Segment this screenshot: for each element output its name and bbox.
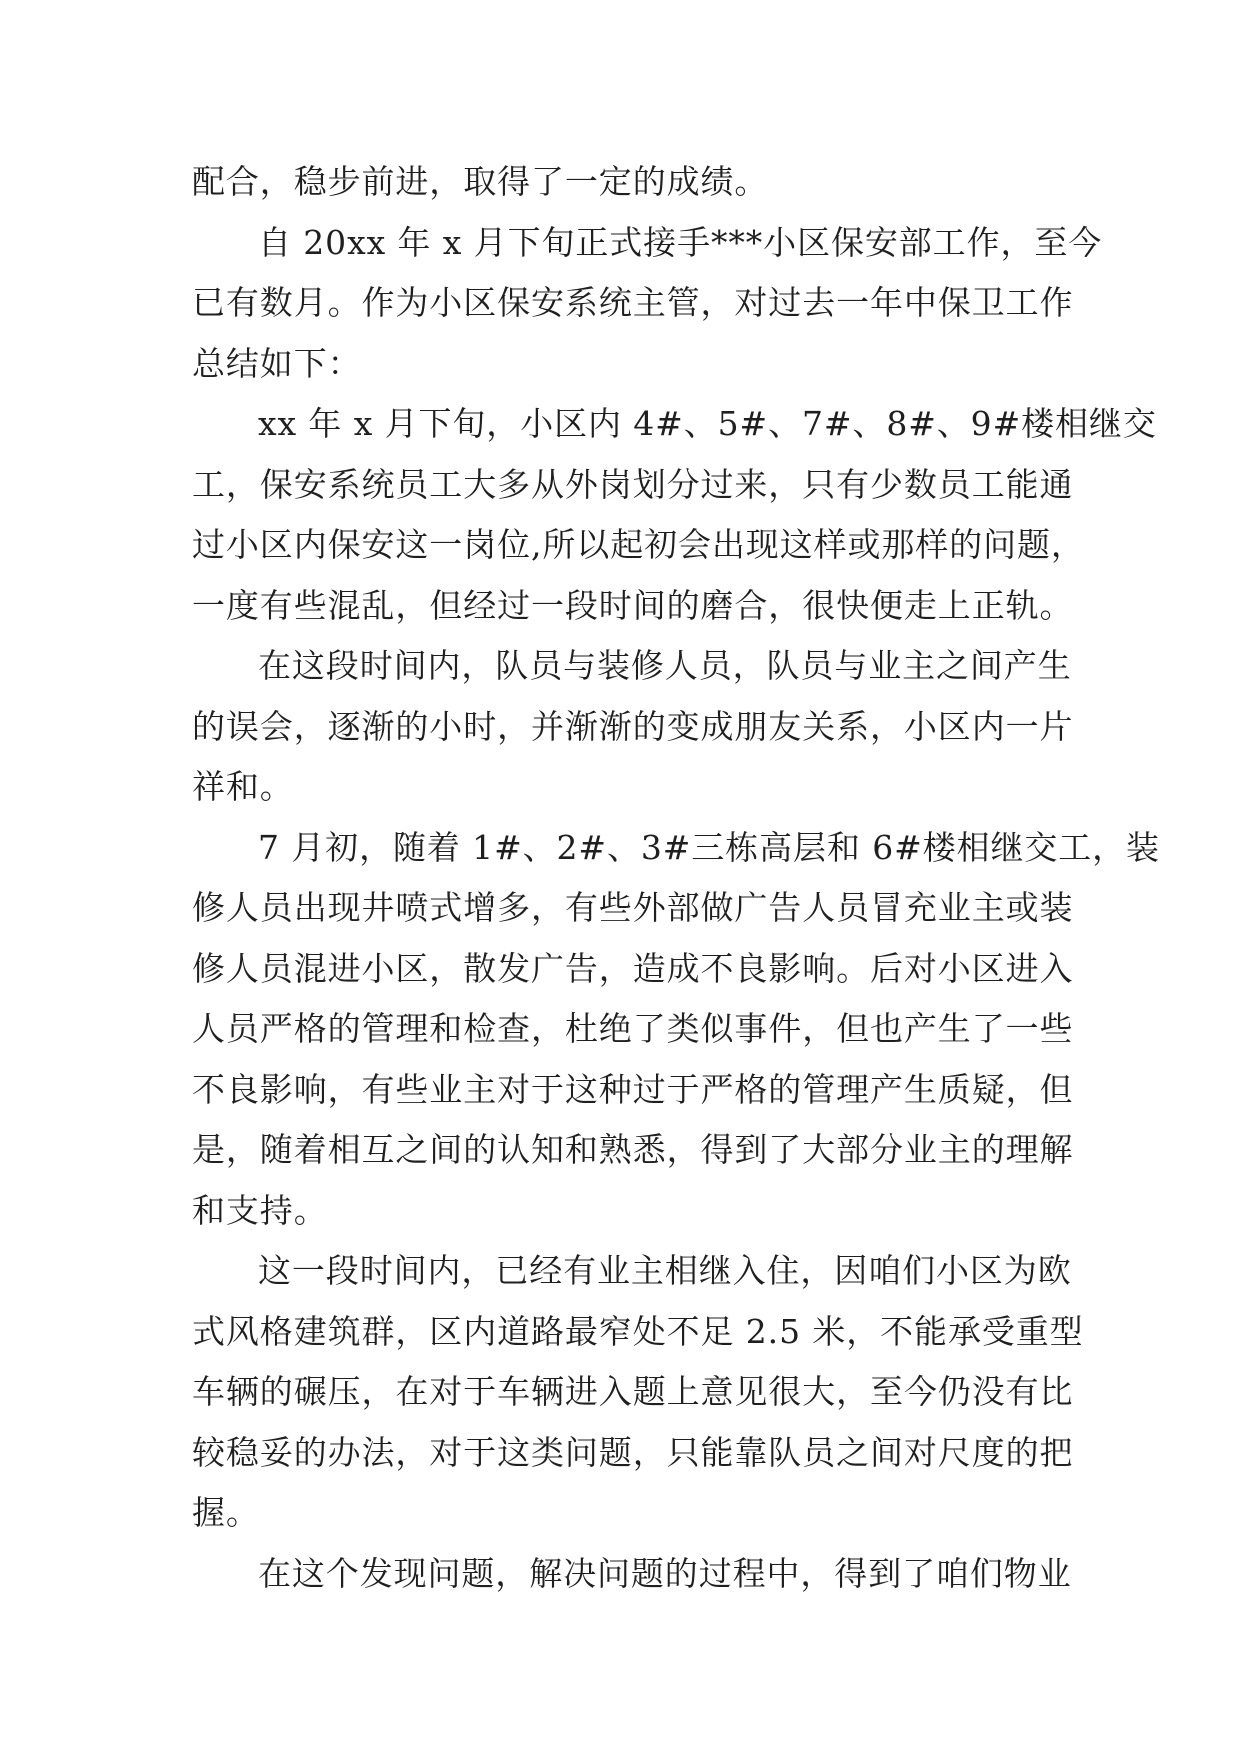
paragraph [192, 394, 1157, 636]
text-line: 不良影响，有些业主对于这种过于严格的管理产生质疑，但 [192, 1069, 1074, 1109]
text-line: 这一段时间内，已经有业主相继入住，因咱们小区为欧 [258, 1251, 1072, 1290]
text-line: 已有数月。作为小区保安系统主管，对过去一年中保卫工作 [192, 283, 1074, 322]
paragraph [192, 636, 1074, 818]
text-line: 修人员出现井喷式增多，有些外部做广告人员冒充业主或装 [192, 888, 1074, 927]
text-line: 配合，稳步前进，取得了一定的成绩。 [192, 162, 769, 201]
text-line: 自 20xx 年 x 月下旬正式接手***小区保安部工作，至今 [258, 222, 1103, 262]
text-line: 是，随着相互之间的认知和熟悉，得到了大部分业主的理解 [192, 1130, 1074, 1169]
text-line: 车辆的碾压，在对于车辆进入题上意见很大，至今仍没有比 [192, 1372, 1074, 1411]
text-line: 的误会，逐渐的小时，并渐渐的变成朋友关系，小区内一片 [192, 706, 1074, 746]
text-line: 较稳妥的办法，对于这类问题，只能靠队员之间对尺度的把 [192, 1432, 1074, 1472]
text-line: 在这段时间内，队员与装修人员，队员与业主之间产生 [258, 646, 1072, 685]
text-line: 式风格建筑群，区内道路最窄处不足 2.5 米，不能承受重型 [192, 1311, 1084, 1351]
text-line: 总结如下： [192, 343, 362, 383]
paragraph [192, 818, 1160, 1242]
text-line: 人员严格的管理和检查，杜绝了类似事件，但也产生了一些 [192, 1009, 1074, 1048]
text-line: 修人员混进小区，散发广告，造成不良影响。后对小区进入 [192, 948, 1074, 988]
text-line: 过小区内保安这一岗位,所以起初会出现这样或那样的问题， [192, 525, 1085, 564]
document-body [192, 152, 1160, 1604]
paragraph [192, 213, 1103, 395]
text-line: 握。 [192, 1493, 260, 1532]
text-line: 和支持。 [192, 1190, 328, 1230]
text-line: 在这个发现问题，解决问题的过程中，得到了咱们物业 [258, 1553, 1072, 1593]
paragraph [192, 1544, 1072, 1605]
text-line: xx 年 x 月下旬，小区内 4#、5#、7#、8#、9#楼相继交 [258, 404, 1157, 443]
text-line: 工，保安系统员工大多从外岗划分过来，只有少数员工能通 [192, 464, 1074, 504]
text-line: 一度有些混乱，但经过一段时间的磨合，很快便走上正轨。 [192, 585, 1074, 625]
text-line: 祥和。 [192, 767, 294, 806]
paragraph [192, 1241, 1084, 1544]
text-line: 7 月初，随着 1#、2#、3#三栋高层和 6#楼相继交工，装 [258, 827, 1160, 867]
paragraph [192, 152, 1066, 213]
